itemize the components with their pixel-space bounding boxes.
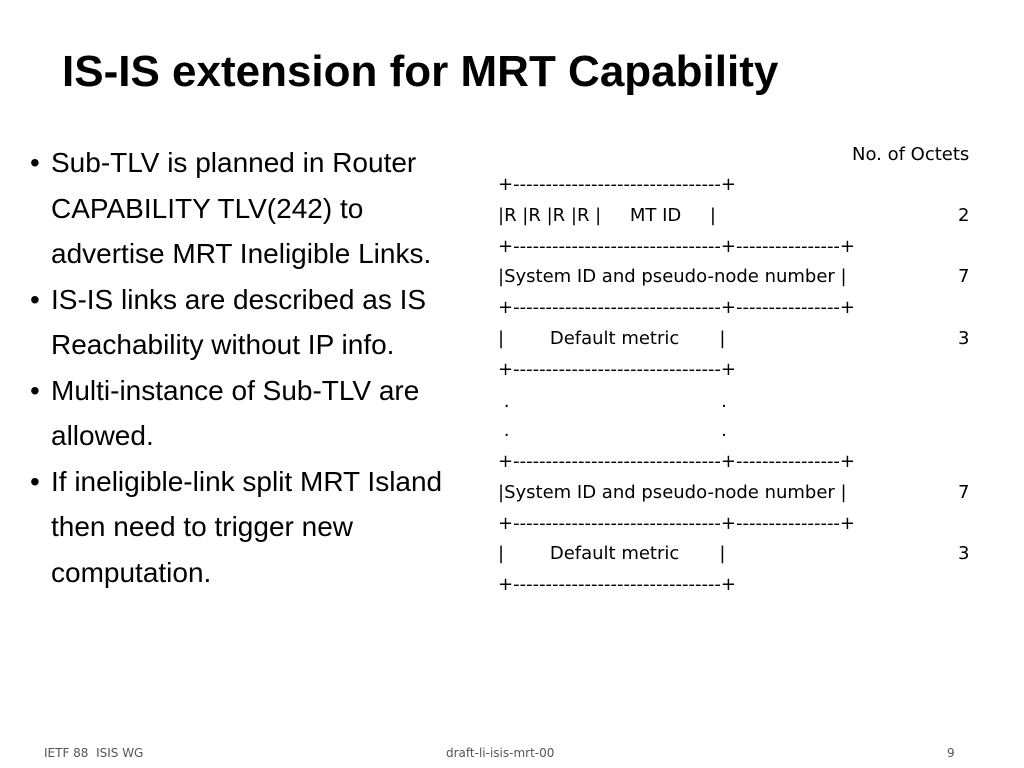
tlv-diagram-line: +--------------------------------+----------------+	[498, 513, 856, 534]
bullet-item: • Sub-TLV is planned in Router CAPABILITY TLV(242) to advertise MRT Ineligible Links.	[30, 140, 475, 277]
slide-page-number: 9	[947, 746, 955, 760]
bullet-item: • If ineligible-link split MRT Island then need to trigger new computation.	[30, 459, 475, 596]
bullet-item: • IS-IS links are described as IS Reachability without IP info.	[30, 277, 475, 368]
tlv-octet-count: 7	[958, 482, 970, 503]
bullet-list	[30, 140, 475, 595]
tlv-diagram-line: +--------------------------------+	[498, 174, 737, 195]
tlv-diagram-line: | Default metric |	[498, 328, 726, 349]
tlv-diagram-line: |System ID and pseudo-node number |	[498, 482, 847, 503]
tlv-diagram-line: . .	[498, 391, 727, 412]
tlv-diagram-line: . .	[498, 420, 727, 441]
footer-draft-name: draft-li-isis-mrt-00	[446, 746, 555, 760]
slide-title: IS-IS extension for MRT Capability	[62, 47, 779, 96]
tlv-diagram-line: +--------------------------------+	[498, 574, 737, 595]
octets-column-header: No. of Octets	[852, 144, 970, 165]
tlv-octet-count: 3	[958, 543, 970, 564]
tlv-diagram-line: +--------------------------------+----------------+	[498, 451, 856, 472]
footer-event-label: IETF 88 ISIS WG	[44, 746, 144, 760]
tlv-octet-count: 7	[958, 266, 970, 287]
tlv-octet-count: 2	[958, 205, 970, 226]
tlv-octet-count: 3	[958, 328, 970, 349]
bullet-item: • Multi-instance of Sub-TLV are allowed.	[30, 368, 475, 459]
tlv-diagram-line: |R |R |R |R | MT ID |	[498, 205, 716, 226]
tlv-diagram-line: | Default metric |	[498, 543, 726, 564]
tlv-diagram-line: +--------------------------------+----------------+	[498, 236, 856, 257]
tlv-diagram-line: +--------------------------------+	[498, 359, 737, 380]
tlv-diagram-line: +--------------------------------+----------------+	[498, 297, 856, 318]
tlv-diagram-line: |System ID and pseudo-node number |	[498, 266, 847, 287]
